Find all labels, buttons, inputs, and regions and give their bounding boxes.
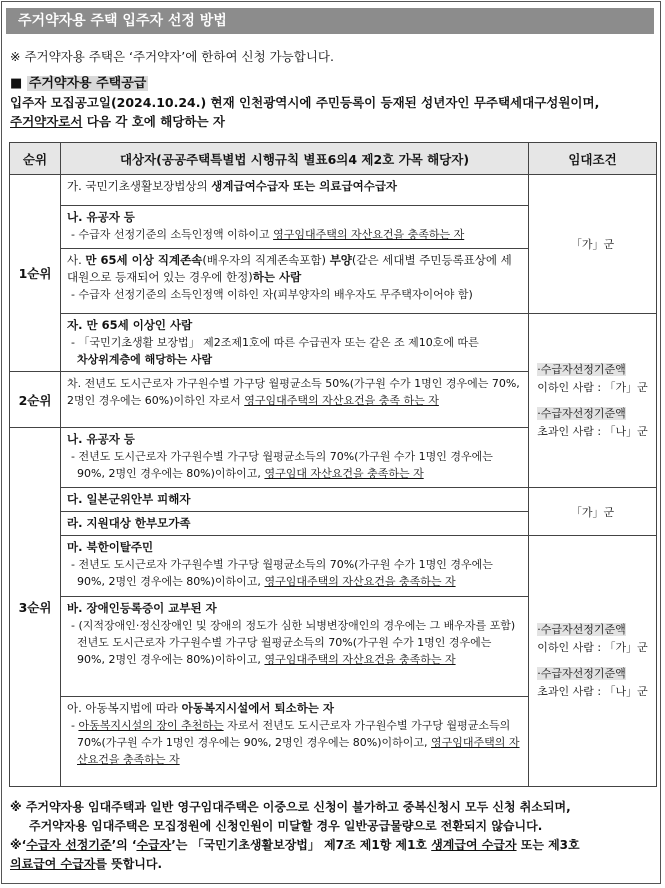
item-cha bbox=[61, 372, 529, 428]
item-a-underline-2: 영구임대주택의 자산요건을 충족하는 자 bbox=[77, 736, 520, 766]
table-row bbox=[10, 536, 657, 597]
item-ja bbox=[61, 314, 529, 372]
item-ra bbox=[61, 512, 529, 536]
footer-l3-u1: 수급자 선정기준 bbox=[26, 838, 112, 852]
table-row bbox=[10, 488, 657, 512]
item-sa-bold-3: 하는 사람 bbox=[252, 270, 302, 284]
item-ba-sub: - (지적장애인·정신장애인 및 장애의 정도가 심한 뇌병변장애인의 경우에는 그 배우자를 포함) 전년도 도시근로자 가구원수별 가구당 월평균소득의 70%(가구원 수가 1명인 경우에는 90%, 2명인 경우에는 80%)이하이고, bbox=[71, 619, 516, 666]
item-sa-text-2: (같은 세대별 주민등록표상에 세대원으로 등재되어 있는 경우에 한정) bbox=[67, 253, 512, 284]
item-ga-bold: 생계급여수급자 또는 의료급여수급자 bbox=[211, 179, 398, 193]
item-ma-title: 마. 북한이탈주민 bbox=[67, 540, 154, 554]
footer-line-4 bbox=[10, 855, 655, 874]
item-sa-prefix: 사. bbox=[67, 253, 86, 267]
item-a-text: 자로서 전년도 도시근로자 가구원수별 가구당 월평균소득의 70%(가구원 수가 1명인 경우에는 90%, 2명인 경우에는 80%)이하이고, bbox=[77, 719, 511, 749]
intro-line-2 bbox=[10, 112, 655, 131]
footer-line-3 bbox=[10, 836, 655, 855]
item-da bbox=[61, 488, 529, 512]
eligibility-intro bbox=[10, 93, 655, 131]
rank-1: 1순위 bbox=[10, 175, 61, 372]
footer-l4-u: 의료급여 수급자 bbox=[10, 857, 96, 871]
item-na-1 bbox=[61, 206, 529, 249]
table-row bbox=[10, 314, 657, 372]
footer-l3-rest: ’는 「국민기초생활보장법」 제7조 제1항 제1호 bbox=[171, 838, 432, 852]
footer-line-1: ※ 주거약자용 임대주택과 일반 영구임대주택은 이중으로 신청이 불가하고 중복신청시 모두 신청 취소되며, bbox=[10, 800, 571, 814]
footer-l3-u3: 생계급여 수급자 bbox=[431, 838, 517, 852]
item-sa-bold-2: 부양 bbox=[329, 253, 352, 267]
item-ma-sub: - 전년도 도시근로자 가구원수별 가구당 월평균소득의 70%(가구원 수가 1명인 경우에는 90%, 2명인 경우에는 80%)이하이고, bbox=[71, 558, 493, 588]
item-na-1-sub-underline: 영구임대주택의 자산요건을 충족하는 자 bbox=[273, 228, 465, 241]
intro-line-1: 입주자 모집공고일(2024.10.24.) 현재 인천광역시에 주민등록이 등재된 성년자인 무주택세대구성원이며, bbox=[10, 95, 600, 110]
item-ba bbox=[61, 597, 529, 697]
cond-line-b: 이하인 사람 : 「가」군 bbox=[537, 380, 648, 394]
intro-underline: 주거약자로서 bbox=[10, 114, 83, 129]
section-heading bbox=[10, 72, 148, 91]
cond-line-a: ·수급자선정기준액 bbox=[537, 362, 626, 376]
header-rank: 순위 bbox=[10, 143, 61, 175]
footer-line-2: 주거약자용 임대주택은 모집정원에 신청인원이 미달할 경우 일반공급물량으로 전환되지 않습니다. bbox=[29, 819, 543, 833]
footer-l4-rest: 를 뜻합니다. bbox=[95, 857, 163, 871]
condition-ga-group-2: 「가」군 bbox=[529, 488, 657, 536]
item-na-2-title: 나. 유공자 등 bbox=[67, 432, 135, 446]
item-cha-text: 차. 전년도 도시근로자 가구원수별 가구당 월평균소득 50%(가구원 수가 1명인 경우에는 70%, 2명인 경우에는 60%)이하인 자로서 bbox=[67, 377, 520, 407]
item-ma-sub-underline: 영구임대주택의 자산요건을 충족하는 자 bbox=[264, 575, 456, 588]
condition-split-2 bbox=[529, 536, 657, 787]
item-sa-bold-1: 만 65세 이상 직계존속 bbox=[85, 253, 203, 267]
table-header-row bbox=[10, 143, 657, 175]
cond2-line-b: 이하인 사람 : 「가」군 bbox=[537, 641, 648, 654]
footer-l3-u2: 수급자 bbox=[136, 838, 172, 852]
item-a-prefix: 아. 아동복지법에 따라 bbox=[67, 701, 182, 715]
item-a-dash: - bbox=[71, 719, 79, 732]
cond2-line-c: ·수급자선정기준액 bbox=[537, 667, 626, 680]
item-ba-sub-underline: 영구임대주택의 자산요건을 충족하는 자 bbox=[264, 653, 456, 666]
selection-table bbox=[9, 142, 657, 787]
item-cha-underline: 영구임대주택의 자산요건을 충족 하는 자 bbox=[244, 394, 439, 407]
item-ja-sub-2: 차상위계층에 해당하는 사람 bbox=[77, 353, 213, 366]
header-target: 대상자(공공주택특별법 시행규칙 별표6의4 제2호 가목 해당자) bbox=[61, 143, 529, 175]
header-condition: 임대조건 bbox=[529, 143, 657, 175]
item-ja-title: 자. 만 65세 이상인 사람 bbox=[67, 318, 193, 332]
item-na-2 bbox=[61, 428, 529, 488]
item-na-2-sub-underline: 영구임대 자산요건을 충족하는 자 bbox=[264, 467, 424, 480]
rank-2: 2순위 bbox=[10, 372, 61, 428]
item-a-underline-1: 아동복지시설의 장이 추천하는 bbox=[78, 719, 224, 732]
section-heading-label: 주거약자용 주택공급 bbox=[28, 76, 147, 91]
item-ga bbox=[61, 175, 529, 206]
item-sa-sub: - 수급자 선정기준의 소득인정액 이하인 자(피부양자의 배우자도 무주택자이어야 함) bbox=[71, 288, 473, 301]
item-ga-prefix: 가. 국민기초생활보장법상의 bbox=[67, 179, 212, 193]
item-na-1-title: 나. 유공자 등 bbox=[67, 210, 135, 224]
cond2-line-a: ·수급자선정기준액 bbox=[537, 623, 626, 636]
intro-rest: 다음 각 호에 해당하는 자 bbox=[82, 114, 225, 129]
square-bullet-icon bbox=[10, 76, 27, 91]
footer-l3-mid: ’의 ‘ bbox=[111, 838, 137, 852]
footer-l3-pre: ※‘ bbox=[10, 838, 27, 852]
item-a bbox=[61, 697, 529, 787]
footer-l3-end: 또는 제3호 bbox=[516, 838, 580, 852]
item-ja-sub-1: - 「국민기초생활 보장법」 제2조제1호에 따른 수급권자 또는 같은 조 제10호에 따른 bbox=[71, 336, 479, 349]
table-row bbox=[10, 175, 657, 206]
item-da-text: 다. 일본군위안부 피해자 bbox=[67, 492, 191, 506]
cond2-line-d: 초과인 사람 : 「나」군 bbox=[537, 685, 648, 698]
rank-3: 3순위 bbox=[10, 428, 61, 787]
item-ba-title: 바. 장애인등록증이 교부된 자 bbox=[67, 601, 217, 615]
condition-split-1 bbox=[529, 314, 657, 488]
item-ma bbox=[61, 536, 529, 597]
item-na-1-sub: - 수급자 선정기준의 소득인정액 이하이고 bbox=[71, 228, 274, 241]
item-a-bold: 아동복지시설에서 퇴소하는 자 bbox=[181, 701, 335, 715]
item-na-2-sub: - 전년도 도시근로자 가구원수별 가구당 월평균소득의 70%(가구원 수가 1명인 경우에는 90%, 2명인 경우에는 80%)이하이고, bbox=[71, 450, 493, 480]
cond-line-d: 초과인 사람 : 「나」군 bbox=[537, 424, 648, 438]
condition-ga-group: 「가」군 bbox=[529, 175, 657, 314]
footer-notes bbox=[10, 798, 655, 874]
cond-line-c: ·수급자선정기준액 bbox=[537, 406, 626, 420]
item-sa-text-1: (배우자의 직계존속포함) bbox=[202, 253, 330, 267]
item-ra-text: 라. 지원대상 한부모가족 bbox=[67, 516, 191, 530]
item-sa bbox=[61, 249, 529, 314]
eligibility-notice: ※ 주거약자용 주택은 ‘주거약자’에 한하여 신청 가능합니다. bbox=[10, 49, 334, 64]
page-title: 주거약자용 주택 입주자 선정 방법 bbox=[6, 8, 654, 34]
